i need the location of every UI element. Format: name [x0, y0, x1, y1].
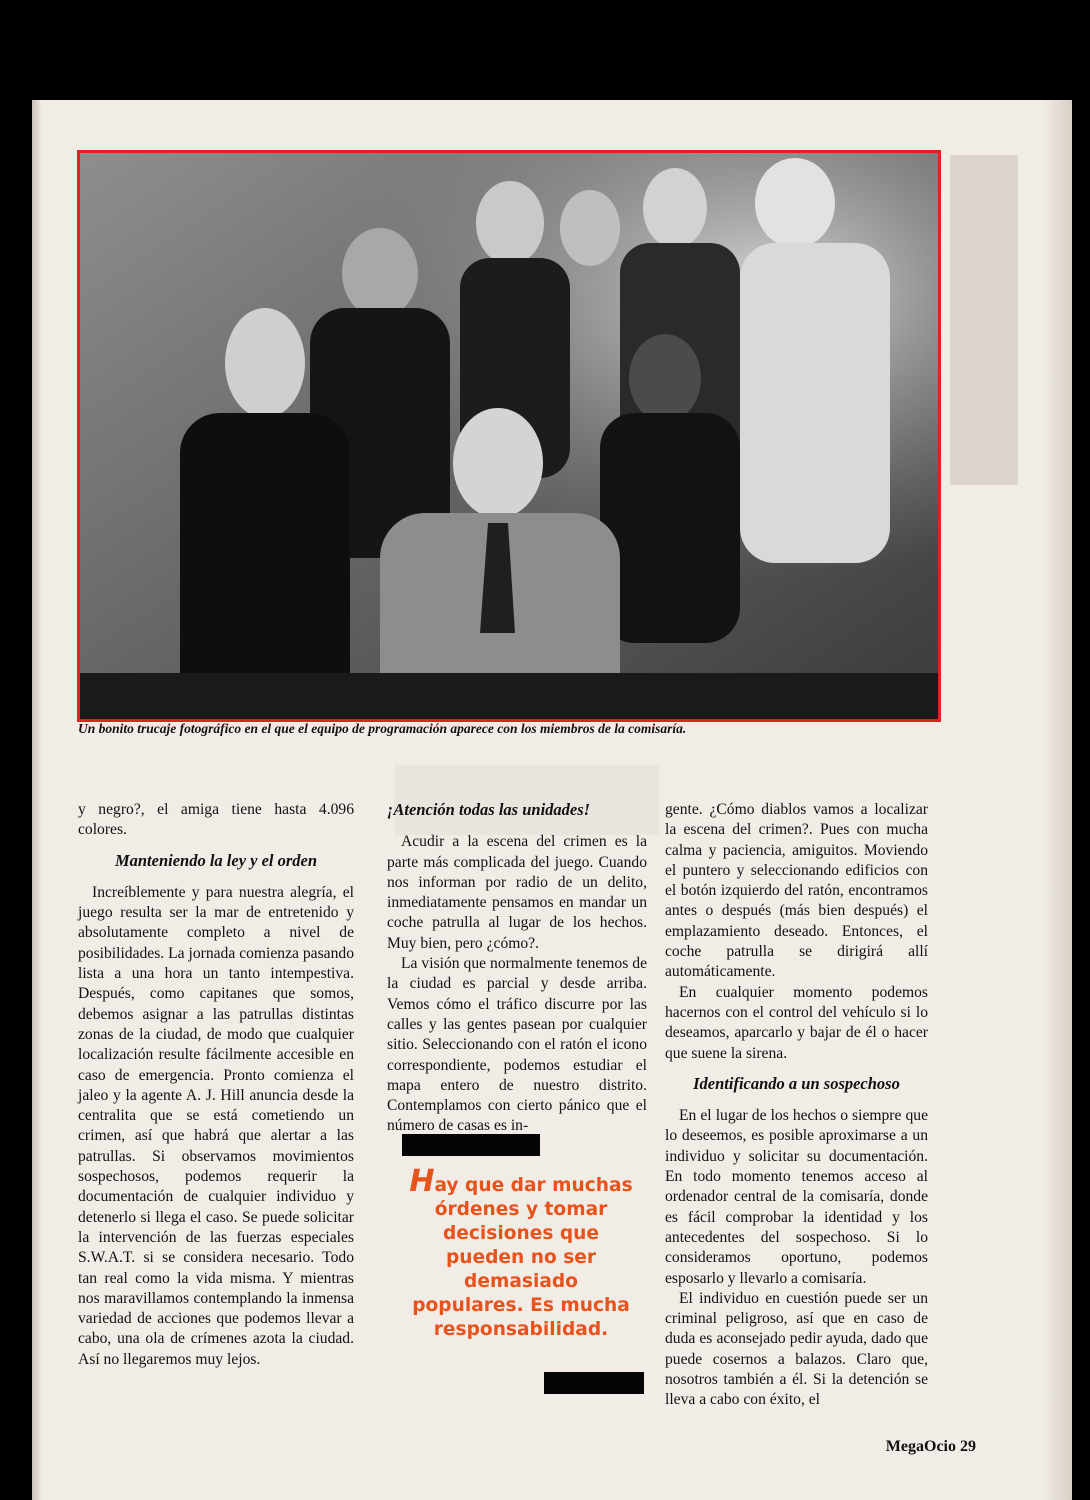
team-photo [77, 150, 941, 722]
column2-paragraph-1: Acudir a la escena del crimen es la parte más complicada del juego. Cuando nos informan por radio de un delito, inmediatamente pensamos en mandar un coche patrulla al lugar de los hechos. Muy bien, pero ¿cómo?. [387, 833, 647, 952]
article-column-1 [78, 800, 354, 1370]
magazine-page [32, 100, 1072, 1500]
page-footer: MegaOcio 29 [885, 1438, 976, 1455]
column3-paragraph-1: gente. ¿Cómo diablos vamos a localizar la escena del crimen?. Pues con mucha calma y paciencia, amiguitos. Moviendo el puntero y seleccionando edificios con el botón izquierdo del ratón, encontramos antes o después (más bien después) el emplazamiento deseado. Entonces, el coche patrulla se dirigirá allí automáticamente. [665, 801, 928, 981]
subheading-ley-orden: Manteniendo la ley y el orden [114, 850, 318, 870]
column1-paragraph: Increíblemente y para nuestra alegría, el juego resulta ser la mar de entretenido y absolutamente completo a nivel de posibilidades. La jornada comienza pasando lista a una hora un tanto intempestiva. Después, como capitanes que somos, debemos asignar a las patrullas distintas zonas de la ciudad, de modo que cualquier localización resulte fácilmente accesible en caso de emergencia. Pronto comienza el jaleo y la agente A. J. Hill anuncia desde la centralita que se está cometiendo un crimen, así que habrá que alertar a las patrullas. Si observamos movimientos sospechosos, podemos requerir la documentación de cualquier individuo y detenerlo si llega el caso. Se puede solicitar la intervención de las fuerzas especiales S.W.A.T. si se considera necesario. Todo tan real como la vida misma. Y mientras nos maravillamos contemplando la inmensa variedad de acciones que podemos llevar a cabo, una ola de crímenes azota la ciudad. Así no llegaremos muy lejos. [78, 883, 354, 1368]
column3-paragraph-3: En el lugar de los hechos o siempre que lo deseemos, es posible aproximarse a un individuo y solicitar su documentación. En todo momento tenemos acceso al ordenador central de la comisaría, donde es fácil comprobar la identidad y los antecedentes del sospechoso. Si lo consideramos oportuno, podemos esposarlo y llevarlo a comisaría. [665, 1107, 928, 1287]
photo-caption: Un bonito trucaje fotográfico en el que el equipo de programación aparece con los miembros de la comisaría. [78, 721, 687, 736]
pullquote-bar-top [402, 1134, 540, 1156]
subheading-atencion: ¡Atención todas las unidades! [387, 800, 591, 819]
subheading-sospechoso: Identificando a un sospechoso [693, 1073, 900, 1093]
article-column-2 [387, 800, 647, 1137]
faded-side-panel [950, 155, 1018, 485]
article-column-3 [665, 800, 928, 1411]
column3-paragraph-4: El individuo en cuestión puede ser un criminal peligroso, así que en caso de duda es aconsejado pedir ayuda, dado que puede cosernos a balazos. Claro que, nosotros también a él. Si la detención se lleva a cabo con éxito, el [665, 1289, 928, 1409]
page-edge-shadow [1044, 100, 1072, 1500]
pullquote-bar-bottom [544, 1372, 644, 1394]
pullquote-text: ay que dar muchas órdenes y tomar decisiones que pueden no ser demasiado populares. Es mucha responsabilidad. [412, 1175, 633, 1340]
column1-intro: y negro?, el amiga tiene hasta 4.096 colores. [78, 801, 354, 839]
pullquote-drop-cap: H [409, 1164, 435, 1199]
column3-paragraph-2: En cualquier momento podemos hacernos con el control del vehículo si lo deseamos, aparcarlo y bajar de él o hacer que suene la sirena. [665, 983, 928, 1062]
page-gutter-shadow [32, 100, 42, 1500]
pullquote [406, 1164, 636, 1342]
column2-paragraph-2: La visión que normalmente tenemos de la ciudad es parcial y desde arriba. Vemos cómo el tráfico discurre por las calles y las gentes pasean por cualquier sitio. Seleccionando con el ratón el icono correspondiente, podemos estudiar el mapa entero de nuestro distrito. Contemplamos con cierto pánico que el número de casas es in- [387, 955, 647, 1135]
